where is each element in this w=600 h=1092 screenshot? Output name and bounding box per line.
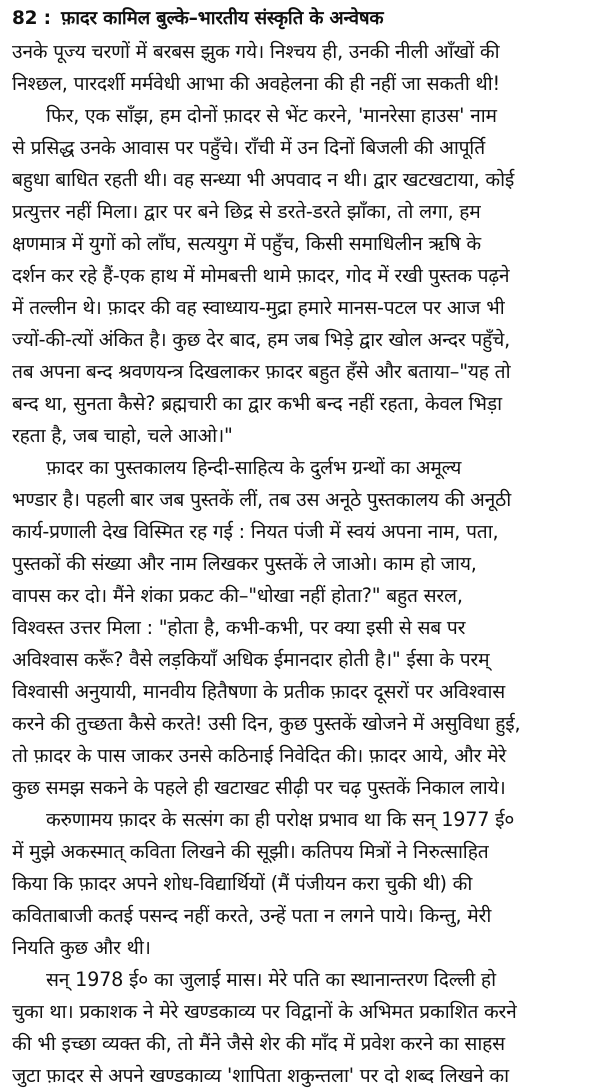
text-line: कविताबाजी कतई पसन्द नहीं करते, उन्हें पता न लगने पाये। किन्तु, मेरी xyxy=(12,904,492,927)
text-line: तो फ़ादर के पास जाकर उनसे कठिनाई निवेदित की। फ़ादर आये, और मेरे xyxy=(12,744,507,767)
text-line: दर्शन कर रहे हैं-एक हाथ में मोमबत्ती थामे फ़ादर, गोद में रखी पुस्तक पढ़ने xyxy=(12,264,510,287)
text-line: करुणामय फ़ादर के सत्संग का ही परोक्ष प्रभाव था कि सन् 1977 ई० xyxy=(46,808,515,831)
body-text xyxy=(12,36,592,1092)
running-title: फ़ादर कामिल बुल्के–भारतीय संस्कृति के अन्वेषक xyxy=(61,8,384,29)
text-line: रहता है, जब चाहो, चले आओ।" xyxy=(12,424,233,447)
text-line: भण्डार है। पहली बार जब पुस्तकें लीं, तब उस अनूठे पुस्तकालय की अनूठी xyxy=(12,488,511,511)
text-line: में मुझे अकस्मात् कविता लिखने की सूझी। कतिपय मित्रों ने निरुत्साहित xyxy=(12,840,489,863)
text-line: नियति कुछ और थी। xyxy=(12,936,151,959)
text-line: से प्रसिद्ध उनके आवास पर पहुँचे। राँची में उन दिनों बिजली की आपूर्ति xyxy=(12,136,486,159)
text-line: पुस्तकों की संख्या और नाम लिखकर पुस्तकें ले जाओ। काम हो जाय, xyxy=(12,552,477,575)
running-header xyxy=(12,6,592,36)
text-line: की भी इच्छा व्यक्त की, तो मैंने जैसे शेर की माँद में प्रवेश करने का साहस xyxy=(12,1032,505,1055)
page-number: 82 : xyxy=(12,8,51,29)
text-line: में तल्लीन थे। फ़ादर की वह स्वाध्याय-मुद्रा हमारे मानस-पटल पर आज भी xyxy=(12,296,505,319)
text-line: बन्द था, सुनता कैसे? ब्रह्मचारी का द्वार कभी बन्द नहीं रहता, केवल भिड़ा xyxy=(12,392,502,415)
text-line: करने की तुच्छता कैसे करते! उसी दिन, कुछ पुस्तकें खोजने में असुविधा हुई, xyxy=(12,712,521,735)
text-line: वापस कर दो। मैंने शंका प्रकट की–"धोखा नहीं होता?" बहुत सरल, xyxy=(12,584,463,607)
text-line: बहुधा बाधित रहती थी। वह सन्ध्या भी अपवाद न थी। द्वार खटखटाया, कोई xyxy=(12,168,515,191)
text-line: फ़ादर का पुस्तकालय हिन्दी-साहित्य के दुर्लभ ग्रन्थों का अमूल्य xyxy=(46,456,462,479)
text-line: प्रत्युत्तर नहीं मिला। द्वार पर बने छिद्र से डरते-डरते झाँका, तो लगा, हम xyxy=(12,200,481,223)
text-line: सन् 1978 ई० का जुलाई मास। मेरे पति का स्थानान्तरण दिल्ली हो xyxy=(46,968,496,991)
text-line: कार्य-प्रणाली देख विस्मित रह गई : नियत पंजी में स्वयं अपना नाम, पता, xyxy=(12,520,499,543)
text-line: क्षणमात्र में युगों को लाँघ, सत्ययुग में पहुँच, किसी समाधिलीन ऋषि के xyxy=(12,232,481,255)
text-line: ज्यों-की-त्यों अंकित है। कुछ देर बाद, हम जब भिड़े द्वार खोल अन्दर पहुँचे, xyxy=(12,328,510,351)
text-line: अविश्वास करूँ? वैसे लड़कियाँ अधिक ईमानदार होती है।" ईसा के परम् xyxy=(12,648,490,671)
text-line: विश्वासी अनुयायी, मानवीय हितैषणा के प्रतीक फ़ादर दूसरों पर अविश्वास xyxy=(12,680,506,703)
text-line: तब अपना बन्द श्रवणयन्त्र दिखलाकर फ़ादर बहुत हँसे और बताया–"यह तो xyxy=(12,360,511,383)
text-line: कुछ समझ सकने के पहले ही खटाखट सीढ़ी पर चढ़ पुस्तकें निकाल लाये। xyxy=(12,776,506,799)
text-line: विश्वस्त उत्तर मिला : "होता है, कभी-कभी, पर क्या इसी से सब पर xyxy=(12,616,466,639)
text-line: चुका था। प्रकाशक ने मेरे खण्डकाव्य पर विद्वानों के अभिमत प्रकाशित करने xyxy=(12,1000,517,1023)
text-line: निश्छल, पारदर्शी मर्मवेधी आभा की अवहेलना की ही नहीं जा सकती थी! xyxy=(12,72,501,95)
text-line: जुटा फ़ादर से अपने खण्डकाव्य 'शापिता शकुन्तला' पर दो शब्द लिखने का xyxy=(12,1064,509,1087)
text-line: फिर, एक साँझ, हम दोनों फ़ादर से भेंट करने, 'मानरेसा हाउस' नाम xyxy=(46,104,497,127)
text-line: किया कि फ़ादर अपने शोध-विद्यार्थियों (मैं पंजीयन करा चुकी थी) की xyxy=(12,872,473,895)
text-line: उनके पूज्य चरणों में बरबस झुक गये। निश्चय ही, उनकी नीली आँखों की xyxy=(12,40,500,63)
